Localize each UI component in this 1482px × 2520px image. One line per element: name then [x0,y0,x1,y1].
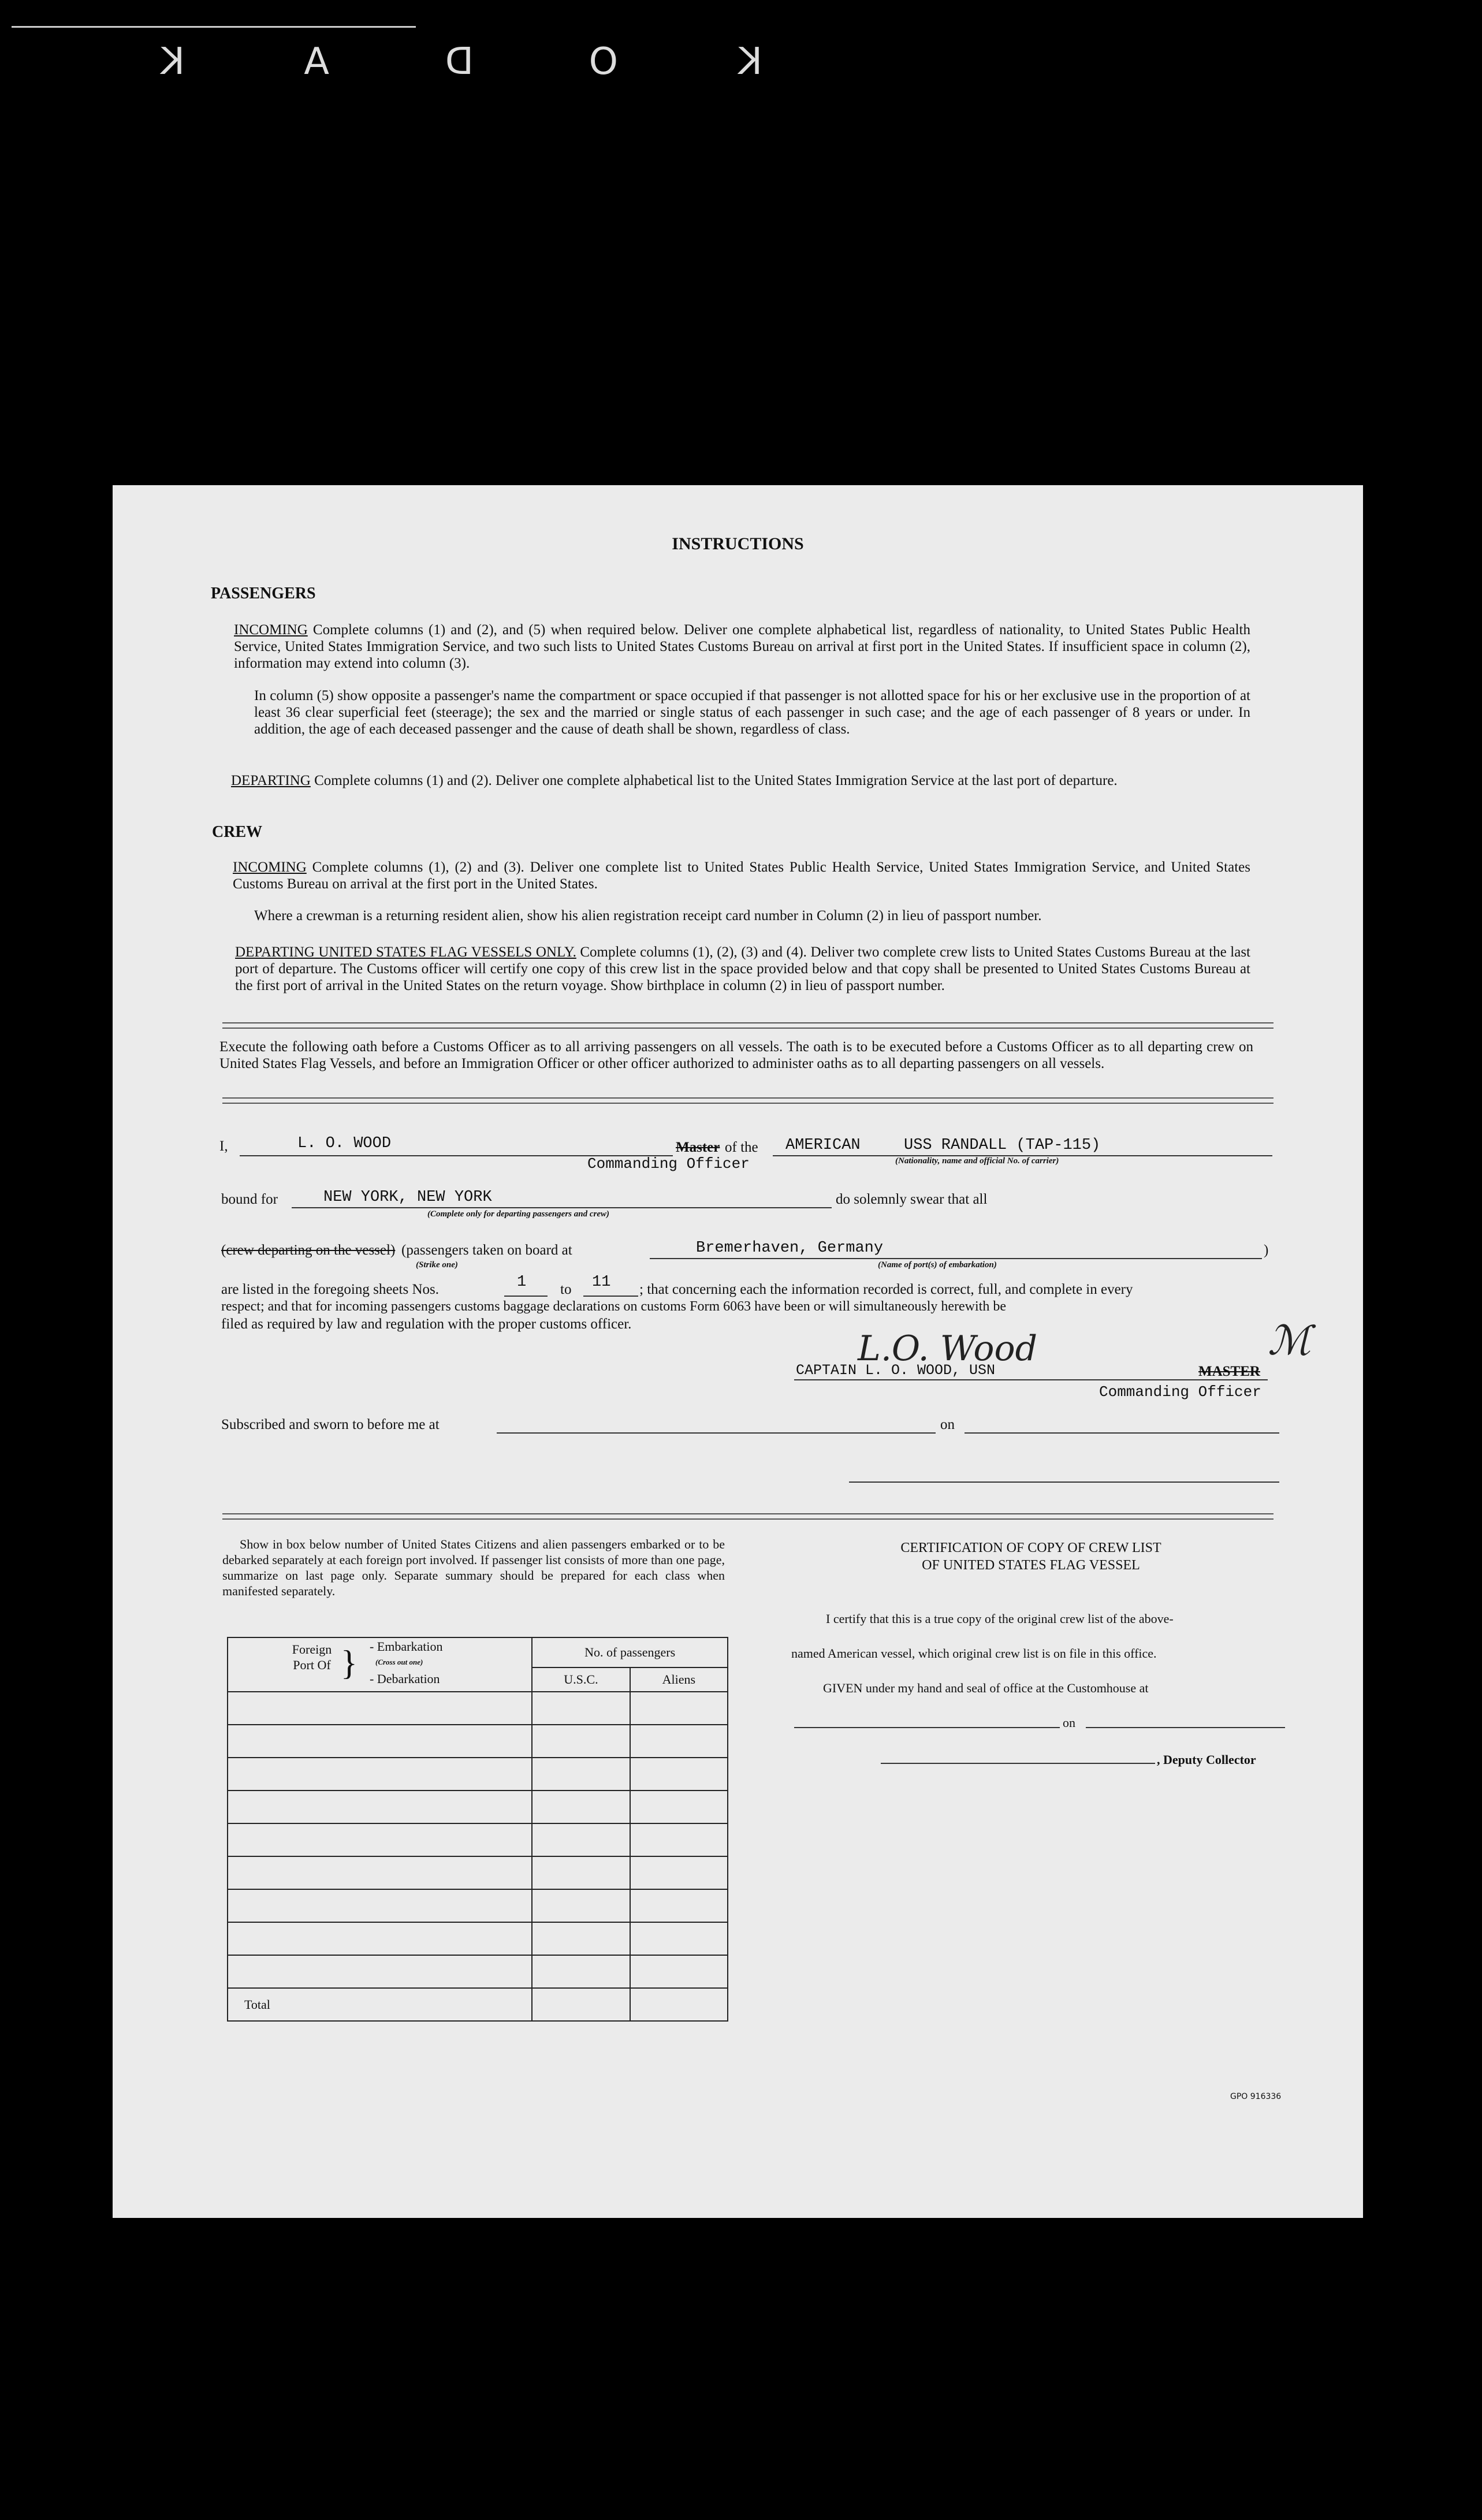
destination: NEW YORK, NEW YORK [323,1189,492,1206]
passengers-departing-paragraph [231,772,1250,789]
certification-text-2: named American vessel, which original crew list is on file in this office. [791,1646,1157,1661]
table-row [228,1856,728,1889]
crew-incoming-paragraph [233,859,1250,892]
certification-heading-1: CERTIFICATION OF COPY OF CREW LIST [900,1540,1161,1555]
initials-mark: ℳ [1268,1317,1311,1364]
certification-on-label: on [1063,1715,1075,1730]
film-letter: K [161,40,185,83]
passengers-text: (passengers taken on board at [401,1242,572,1258]
sheets-rest: ; that concerning each the information recorded is correct, full, and complete in every [639,1282,1133,1297]
footer-code: GPO 916336 [1230,2092,1282,2101]
passengers-column5-paragraph: In column (5) show opposite a passenger's name the compartment or space occupied if that passenger is not allotted space for his or her exclusive use in the proportion of at least 36 clear superficial feet (steerage); the sex and the married or single status of each passenger in such case; and the age of each passenger of 8 years or under. In addition, the age of each deceased passenger and the cause of death shall be shown, regardless of class. [254,688,1250,737]
film-letter: K [738,40,762,83]
crew-heading: CREW [212,823,263,841]
table-row [228,1692,728,1725]
nationality: AMERICAN [785,1137,861,1154]
passengers-incoming-text: Complete columns (1) and (2), and (5) when required below. Deliver one complete alphabetical list, regardless of nationality, to United States Public Health Service, United States Immigration Service, and two such lists to United States Customs Bureau on arrival at first port in the United States. If insufficient space in column (2), information may extend into column (3). [234,622,1250,671]
crew-departing-label: DEPARTING UNITED STATES FLAG VESSELS ONLY. [235,944,576,960]
oath-line2: respect; and that for incoming passengers customs baggage declarations on customs Form 6063 have been or will simultaneously herewith be [221,1299,1006,1314]
header-no-passengers: No. of passengers [532,1637,728,1667]
bound-for-label: bound for [221,1192,278,1207]
page-title: INSTRUCTIONS [672,534,804,553]
port-caption: (Name of port(s) of embarkation) [878,1260,997,1270]
col-foreign: Foreign Port Of [292,1642,332,1672]
table-row [228,1922,728,1955]
film-letter: A [304,40,329,83]
of-the-label: of the [725,1140,758,1155]
passenger-summary-table [227,1637,728,2022]
crew-struck: (crew departing on the vessel) [221,1242,396,1258]
table-row-total [228,1988,728,2021]
film-border-line [12,26,416,28]
table-row [228,1791,728,1823]
subscribed-place-line [497,1432,936,1434]
passengers-departing-text: Complete columns (1) and (2). Deliver one complete alphabetical list to the United States Immigration Service at the last port of departure. [314,773,1118,788]
passengers-incoming-paragraph [234,621,1250,672]
header-usc: U.S.C. [532,1667,630,1692]
commanding-officer-typed: Commanding Officer [587,1155,750,1172]
master-struck-2: MASTER [1198,1364,1260,1379]
commanding-officer-typed-2: Commanding Officer [1099,1383,1261,1401]
crew-departing-text: Complete columns (1), (2), (3) and (4). Deliver two complete crew lists to United States Customs Bureau at the last port of departure. The Customs officer will certify one copy of this crew list in the space provided below and that copy shall be presented to United States Customs Bureau at the first port of arrival in the United States on the return voyage. Show birthplace in column (2) in lieu of passport number. [235,944,1250,993]
embark-line [650,1258,1262,1259]
certification-heading [806,1539,1256,1574]
subscribed-label: Subscribed and sworn to before me at [221,1417,440,1432]
signature: L.O. Wood [858,1328,1037,1369]
sheet-to: 11 [592,1274,611,1291]
master-struck: Master [676,1140,720,1155]
vessel-name: USS RANDALL (TAP-115) [904,1137,1101,1154]
close-paren: ) [1264,1242,1269,1258]
summary-instruction: Show in box below number of United States Citizens and alien passengers embarked or to be debarked separately at each foreign port involved. If passenger list consists of more than one page, summarize on last page only. Separate summary should be prepared for each class when manifested separately. [222,1537,725,1598]
officer-signature-line [849,1482,1279,1483]
divider [222,1513,1274,1520]
deputy-line [881,1763,1155,1764]
crew-incoming-text: Complete columns (1), (2) and (3). Deliver one complete list to United States Public Health Service, United States Immigration Service, and United States Customs Bureau on arrival at the first port in the United States. [233,859,1250,892]
destination-caption: (Complete only for departing passengers and crew) [427,1209,609,1219]
certification-text-3: GIVEN under my hand and seal of office at the Customhouse at [823,1681,1149,1695]
embark-port: Bremerhaven, Germany [696,1239,884,1257]
document-page [113,485,1363,2218]
divider [222,1097,1274,1104]
certification-heading-2: OF UNITED STATES FLAG VESSEL [922,1558,1140,1573]
certification-date-line [1086,1727,1285,1728]
strike-caption: (Strike one) [416,1260,458,1270]
destination-line [292,1207,832,1208]
passengers-heading: PASSENGERS [211,585,316,602]
sheet-to-line [583,1296,638,1297]
header-foreign-port [228,1637,532,1692]
sheet-from-line [504,1296,548,1297]
table-row [228,1823,728,1856]
crew-departing-paragraph [235,944,1250,994]
header-aliens: Aliens [630,1667,728,1692]
deputy-collector-label: , Deputy Collector [1157,1752,1256,1767]
swear-text: do solemnly swear that all [836,1192,988,1207]
captain-typed: CAPTAIN L. O. WOOD, USN [796,1362,996,1379]
divider [222,1022,1274,1029]
col-debarkation: - Debarkation [370,1672,440,1686]
oath-line3: filed as required by law and regulation with the proper customs officer. [221,1316,632,1332]
certification-text-1: I certify that this is a true copy of the original crew list of the above- [826,1611,1174,1626]
to-label: to [560,1282,572,1297]
passengers-incoming-label: INCOMING [234,622,308,638]
passengers-departing-label: DEPARTING [231,773,311,788]
oath-i-label: I, [219,1138,228,1154]
nationality-caption: (Nationality, name and official No. of carrier) [895,1156,1059,1166]
crew-incoming-label: INCOMING [233,859,307,875]
subscribed-date-line [965,1432,1279,1434]
film-brand-text [40,40,762,83]
table-row [228,1955,728,1988]
oath-instruction: Execute the following oath before a Customs Officer as to all arriving passengers on all vessels. The oath is to be executed before a Customs Officer as to all departing crew on United States Flag Vessels, and before an Immigration Officer or other officer authorized to administer oaths as to all departing passengers on all vessels. [219,1039,1253,1071]
table-row [228,1889,728,1922]
sheets-label: are listed in the foregoing sheets Nos. [221,1282,439,1297]
col-embarkation: - Embarkation [370,1639,443,1654]
signature-line [794,1379,1268,1380]
table-row [228,1758,728,1791]
customhouse-line [794,1727,1060,1728]
col-cross-out: (Cross out one) [375,1658,423,1666]
table-row [228,1725,728,1758]
sheet-from: 1 [517,1274,527,1291]
total-label: Total [228,1988,532,2021]
film-letter: D [445,40,474,83]
subscribed-on-label: on [940,1417,955,1432]
crew-resident-paragraph: Where a crewman is a returning resident alien, show his alien registration receipt card number in Column (2) in lieu of passport number. [254,908,1042,924]
captain-name: L. O. WOOD [297,1135,392,1152]
brace: } [341,1644,358,1682]
film-letter: O [589,40,618,83]
